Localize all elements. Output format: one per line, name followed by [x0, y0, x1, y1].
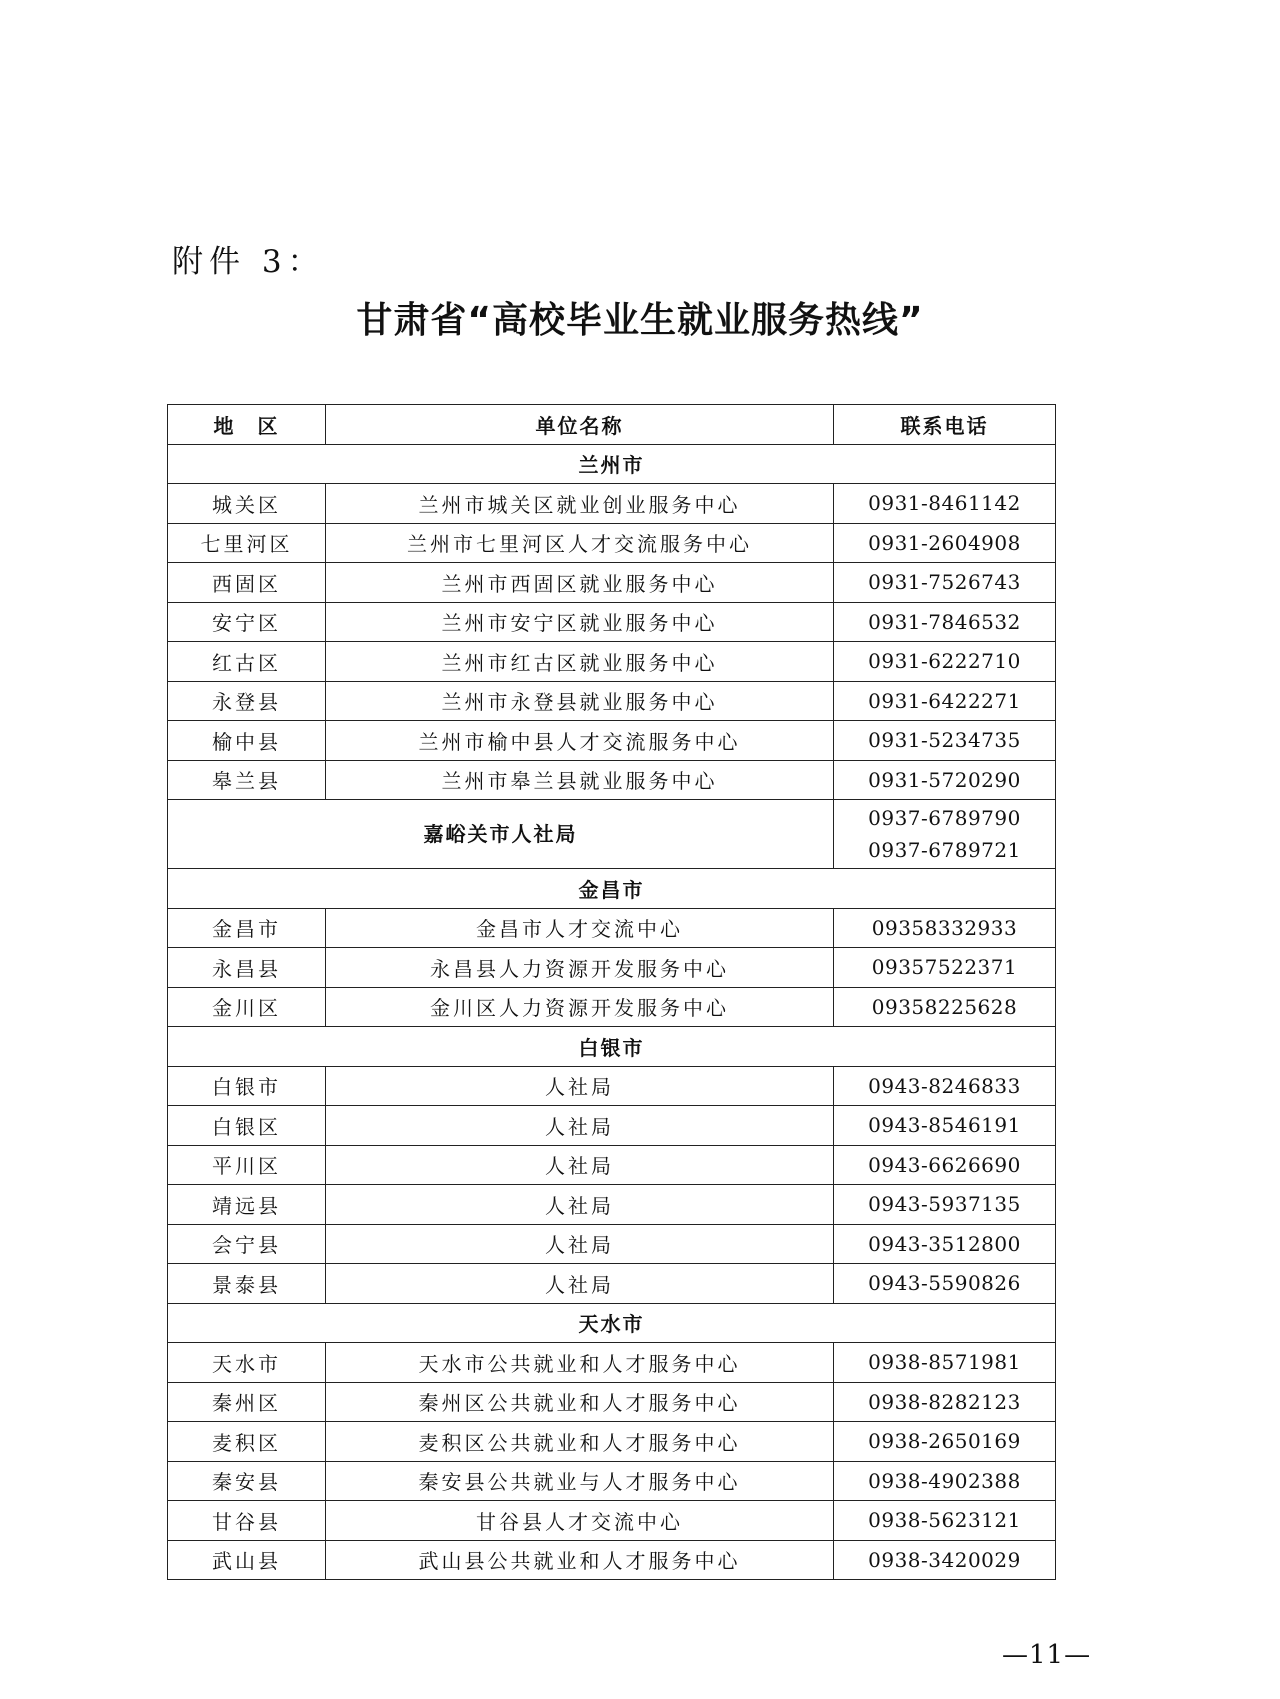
table-row: [168, 484, 1056, 524]
document-title: 甘肃省“高校毕业生就业服务热线”: [356, 300, 924, 341]
region-cell: 金川区: [168, 987, 326, 1027]
table-row: [168, 563, 1056, 603]
phone-cell: 0943-3512800: [834, 1224, 1056, 1264]
table-row: [168, 1422, 1056, 1462]
region-cell: 白银市: [168, 1066, 326, 1106]
group-row-tianshui: [168, 1303, 1056, 1343]
phone-cell: 09358225628: [834, 987, 1056, 1027]
region-cell: 红古区: [168, 642, 326, 682]
unit-cell: 兰州市七里河区人才交流服务中心: [326, 523, 834, 563]
region-cell: 会宁县: [168, 1224, 326, 1264]
table-row: [168, 681, 1056, 721]
table-row: [168, 721, 1056, 761]
unit-cell: 兰州市城关区就业创业服务中心: [326, 484, 834, 524]
phone-cell: 0943-8546191: [834, 1106, 1056, 1146]
unit-cell: 金昌市人才交流中心: [326, 908, 834, 948]
unit-cell: 人社局: [326, 1066, 834, 1106]
group-header: 天水市: [168, 1303, 1056, 1343]
region-cell: 皋兰县: [168, 760, 326, 800]
unit-cell: 秦安县公共就业与人才服务中心: [326, 1461, 834, 1501]
unit-cell: 武山县公共就业和人才服务中心: [326, 1540, 834, 1580]
region-cell: 金昌市: [168, 908, 326, 948]
unit-cell: 金川区人力资源开发服务中心: [326, 987, 834, 1027]
phone-cell: 0938-8571981: [834, 1343, 1056, 1383]
group-row-baiyin: [168, 1027, 1056, 1067]
jiayuguan-phone-cell: [834, 800, 1056, 869]
region-cell: 景泰县: [168, 1264, 326, 1304]
unit-cell: 永昌县人力资源开发服务中心: [326, 948, 834, 988]
phone-cell: 09358332933: [834, 908, 1056, 948]
region-cell: 靖远县: [168, 1185, 326, 1225]
phone-line: 0937-6789721: [868, 838, 1021, 862]
unit-cell: 秦州区公共就业和人才服务中心: [326, 1382, 834, 1422]
phone-cell: 0943-6626690: [834, 1145, 1056, 1185]
region-cell: 西固区: [168, 563, 326, 603]
page-number: —11—: [1002, 1640, 1092, 1670]
region-cell: 永登县: [168, 681, 326, 721]
phone-cell: 0931-7526743: [834, 563, 1056, 603]
table-row: [168, 523, 1056, 563]
header-phone: 联系电话: [834, 405, 1056, 445]
region-cell: 麦积区: [168, 1422, 326, 1462]
attachment-label: 附件 3：: [172, 244, 325, 280]
unit-cell: 人社局: [326, 1185, 834, 1225]
group-header: 白银市: [168, 1027, 1056, 1067]
table-row: [168, 760, 1056, 800]
unit-cell: 人社局: [326, 1145, 834, 1185]
group-header: 金昌市: [168, 869, 1056, 909]
table-row: [168, 1540, 1056, 1580]
phone-cell: 0931-7846532: [834, 602, 1056, 642]
phone-line: 0937-6789790: [868, 806, 1021, 830]
table-row: [168, 1501, 1056, 1541]
region-cell: 永昌县: [168, 948, 326, 988]
phone-cell: 0931-6422271: [834, 681, 1056, 721]
unit-cell: 兰州市永登县就业服务中心: [326, 681, 834, 721]
unit-cell: 甘谷县人才交流中心: [326, 1501, 834, 1541]
region-cell: 甘谷县: [168, 1501, 326, 1541]
jiayuguan-unit-cell: 嘉峪关市人社局: [168, 800, 834, 869]
unit-cell: 天水市公共就业和人才服务中心: [326, 1343, 834, 1383]
table-row: [168, 642, 1056, 682]
unit-cell: 麦积区公共就业和人才服务中心: [326, 1422, 834, 1462]
unit-cell: 兰州市安宁区就业服务中心: [326, 602, 834, 642]
header-region: 地 区: [168, 405, 326, 445]
phone-cell: 0938-3420029: [834, 1540, 1056, 1580]
phone-cell: 09357522371: [834, 948, 1056, 988]
table-row: [168, 1066, 1056, 1106]
table-row: [168, 1382, 1056, 1422]
unit-cell: 兰州市皋兰县就业服务中心: [326, 760, 834, 800]
unit-cell: 兰州市榆中县人才交流服务中心: [326, 721, 834, 761]
unit-cell: 人社局: [326, 1106, 834, 1146]
unit-cell: 人社局: [326, 1264, 834, 1304]
region-cell: 七里河区: [168, 523, 326, 563]
phone-cell: 0931-6222710: [834, 642, 1056, 682]
table-row: [168, 1106, 1056, 1146]
table-row: [168, 1343, 1056, 1383]
group-header: 兰州市: [168, 444, 1056, 484]
hotline-table: [167, 404, 1056, 1580]
region-cell: 武山县: [168, 1540, 326, 1580]
table-row: [168, 1145, 1056, 1185]
table-row: [168, 1224, 1056, 1264]
phone-cell: 0943-5590826: [834, 1264, 1056, 1304]
phone-cell: 0931-5720290: [834, 760, 1056, 800]
table-row: [168, 1264, 1056, 1304]
table-header-row: [168, 405, 1056, 445]
phone-cell: 0943-8246833: [834, 1066, 1056, 1106]
phone-cell: 0931-5234735: [834, 721, 1056, 761]
table-row: [168, 908, 1056, 948]
group-row-jinchang: [168, 869, 1056, 909]
phone-cell: 0938-4902388: [834, 1461, 1056, 1501]
region-cell: 城关区: [168, 484, 326, 524]
region-cell: 安宁区: [168, 602, 326, 642]
table-row: [168, 1461, 1056, 1501]
region-cell: 秦州区: [168, 1382, 326, 1422]
table-row-jiayuguan: [168, 800, 1056, 869]
group-row-lanzhou: [168, 444, 1056, 484]
region-cell: 白银区: [168, 1106, 326, 1146]
table-row: [168, 1185, 1056, 1225]
phone-cell: 0938-2650169: [834, 1422, 1056, 1462]
phone-cell: 0931-8461142: [834, 484, 1056, 524]
region-cell: 天水市: [168, 1343, 326, 1383]
table-row: [168, 948, 1056, 988]
phone-cell: 0943-5937135: [834, 1185, 1056, 1225]
phone-cell: 0938-5623121: [834, 1501, 1056, 1541]
phone-cell: 0938-8282123: [834, 1382, 1056, 1422]
table-row: [168, 987, 1056, 1027]
table-row: [168, 602, 1056, 642]
region-cell: 秦安县: [168, 1461, 326, 1501]
header-unit: 单位名称: [326, 405, 834, 445]
region-cell: 平川区: [168, 1145, 326, 1185]
phone-cell: 0931-2604908: [834, 523, 1056, 563]
unit-cell: 兰州市西固区就业服务中心: [326, 563, 834, 603]
unit-cell: 兰州市红古区就业服务中心: [326, 642, 834, 682]
unit-cell: 人社局: [326, 1224, 834, 1264]
region-cell: 榆中县: [168, 721, 326, 761]
